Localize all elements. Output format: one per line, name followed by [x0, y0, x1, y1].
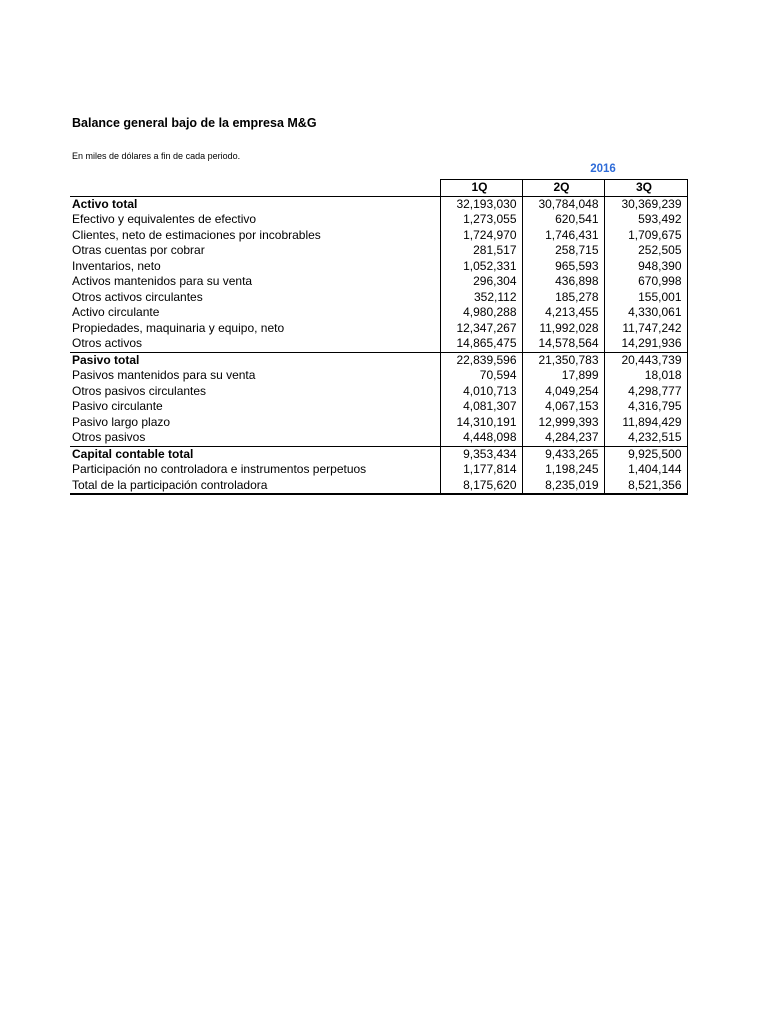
row-label: Pasivos mantenidos para su venta: [72, 368, 256, 383]
cell-1q: 352,112: [440, 290, 522, 306]
cell-3q: 4,316,795: [604, 399, 687, 415]
cell-3q: 593,492: [604, 212, 687, 228]
cell-2q: 258,715: [522, 243, 604, 259]
table-row: [70, 462, 687, 478]
cell-2q: 1,198,245: [522, 462, 604, 478]
table-row: [70, 430, 687, 446]
row-label: Propiedades, maquinaria y equipo, neto: [72, 320, 285, 335]
cell-1q: 8,175,620: [440, 478, 522, 495]
table-row: [70, 336, 687, 352]
row-label: Activo circulante: [72, 305, 160, 320]
cell-1q: 70,594: [440, 368, 522, 384]
cell-3q: 4,298,777: [604, 384, 687, 400]
cell-2q: 4,067,153: [522, 399, 604, 415]
table-row: [70, 259, 687, 275]
cell-1q: 9,353,434: [440, 446, 522, 462]
row-label: Otros activos: [72, 336, 143, 351]
column-header-2q: 2Q: [522, 180, 604, 197]
row-label: Activos mantenidos para su venta: [72, 274, 253, 289]
cell-3q: 1,404,144: [604, 462, 687, 478]
row-label: Inventarios, neto: [72, 258, 161, 273]
cell-1q: 1,273,055: [440, 212, 522, 228]
cell-3q: 4,330,061: [604, 305, 687, 321]
cell-2q: 9,433,265: [522, 446, 604, 462]
table-row: [70, 399, 687, 415]
cell-2q: 12,999,393: [522, 415, 604, 431]
column-header-1q: 1Q: [440, 180, 522, 197]
cell-2q: 14,578,564: [522, 336, 604, 352]
cell-1q: 1,177,814: [440, 462, 522, 478]
table-row: [70, 305, 687, 321]
balance-table: [70, 179, 688, 495]
cell-2q: 620,541: [522, 212, 604, 228]
cell-3q: 18,018: [604, 368, 687, 384]
row-label: Activo total: [70, 196, 440, 212]
cell-3q: 252,505: [604, 243, 687, 259]
cell-3q: 14,291,936: [604, 336, 687, 352]
cell-3q: 155,001: [604, 290, 687, 306]
table-row: [70, 352, 687, 368]
column-header-3q: 3Q: [604, 180, 687, 197]
row-label: Pasivo circulante: [72, 399, 163, 414]
document-title: Balance general bajo de la empresa M&G: [72, 116, 317, 130]
cell-2q: 4,284,237: [522, 430, 604, 446]
cell-3q: 9,925,500: [604, 446, 687, 462]
table-row: [70, 228, 687, 244]
cell-1q: 281,517: [440, 243, 522, 259]
cell-1q: 1,724,970: [440, 228, 522, 244]
table-row: [70, 321, 687, 337]
table-body: [70, 196, 687, 494]
cell-3q: 20,443,739: [604, 352, 687, 368]
row-label: Otros pasivos circulantes: [72, 383, 207, 398]
row-label: Pasivo largo plazo: [72, 414, 171, 429]
document-subtitle: En miles de dólares a fin de cada periodo.: [72, 151, 241, 161]
row-label: Otros activos circulantes: [72, 289, 203, 304]
row-label: Efectivo y equivalentes de efectivo: [72, 212, 257, 227]
year-header: 2016: [590, 163, 616, 175]
row-label: Total de la participación controladora: [70, 478, 440, 495]
cell-1q: 4,010,713: [440, 384, 522, 400]
cell-3q: 948,390: [604, 259, 687, 275]
table-row: [70, 274, 687, 290]
cell-2q: 965,593: [522, 259, 604, 275]
cell-1q: 22,839,596: [440, 352, 522, 368]
cell-2q: 8,235,019: [522, 478, 604, 495]
cell-2q: 11,992,028: [522, 321, 604, 337]
cell-1q: 14,310,191: [440, 415, 522, 431]
cell-3q: 30,369,239: [604, 196, 687, 212]
cell-1q: 4,448,098: [440, 430, 522, 446]
cell-1q: 296,304: [440, 274, 522, 290]
cell-2q: 30,784,048: [522, 196, 604, 212]
row-label: Capital contable total: [70, 446, 440, 462]
table-row: [70, 212, 687, 228]
cell-3q: 670,998: [604, 274, 687, 290]
table-row: [70, 243, 687, 259]
row-label: Otras cuentas por cobrar: [72, 243, 205, 258]
cell-3q: 4,232,515: [604, 430, 687, 446]
cell-2q: 1,746,431: [522, 228, 604, 244]
cell-2q: 4,213,455: [522, 305, 604, 321]
row-label: Otros pasivos: [72, 430, 146, 445]
cell-2q: 17,899: [522, 368, 604, 384]
table-header-row: [70, 180, 687, 197]
cell-3q: 11,747,242: [604, 321, 687, 337]
table-row: [70, 478, 687, 495]
cell-1q: 4,081,307: [440, 399, 522, 415]
table-row: [70, 290, 687, 306]
cell-3q: 11,894,429: [604, 415, 687, 431]
row-label: Participación no controladora e instrumentos perpetuos: [72, 462, 367, 477]
cell-1q: 32,193,030: [440, 196, 522, 212]
cell-3q: 8,521,356: [604, 478, 687, 495]
cell-3q: 1,709,675: [604, 228, 687, 244]
row-label: Pasivo total: [70, 352, 440, 368]
table-row: [70, 384, 687, 400]
cell-1q: 4,980,288: [440, 305, 522, 321]
cell-2q: 21,350,783: [522, 352, 604, 368]
row-label: Clientes, neto de estimaciones por incobrables: [72, 227, 321, 242]
table-row: [70, 196, 687, 212]
cell-2q: 436,898: [522, 274, 604, 290]
header-blank: [70, 180, 440, 197]
table-row: [70, 446, 687, 462]
cell-2q: 4,049,254: [522, 384, 604, 400]
table-row: [70, 368, 687, 384]
cell-1q: 1,052,331: [440, 259, 522, 275]
cell-2q: 185,278: [522, 290, 604, 306]
cell-1q: 12,347,267: [440, 321, 522, 337]
table-row: [70, 415, 687, 431]
cell-1q: 14,865,475: [440, 336, 522, 352]
